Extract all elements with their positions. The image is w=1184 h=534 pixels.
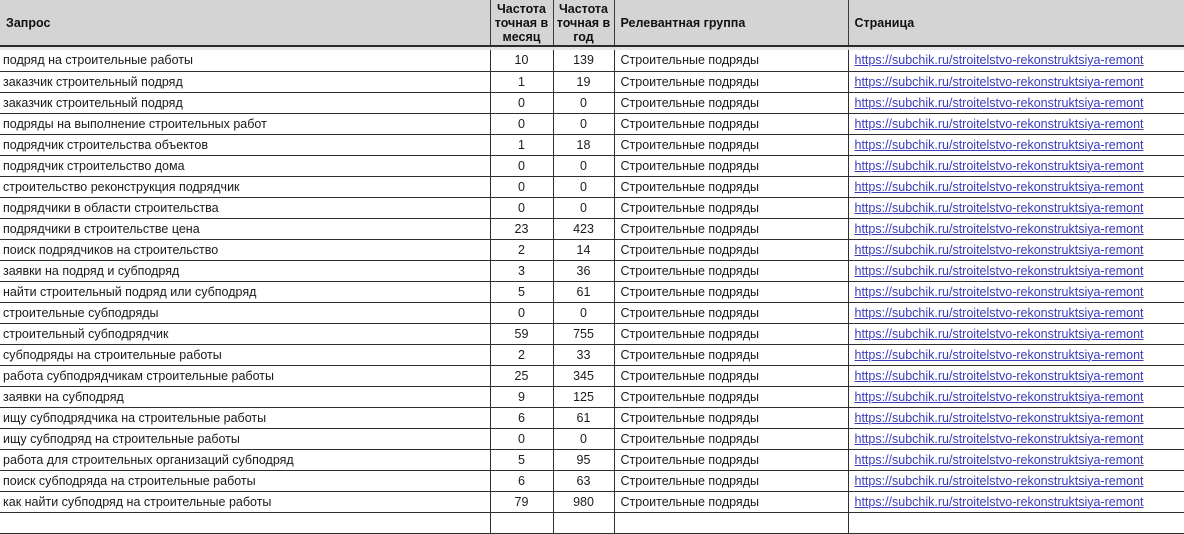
cell-page bbox=[848, 491, 1184, 512]
cell-relevant-group: Строительные подряды bbox=[614, 92, 848, 113]
cell-frequency-month: 0 bbox=[490, 92, 553, 113]
cell-frequency-month: 2 bbox=[490, 239, 553, 260]
column-header-frequency-month-line2: точная в bbox=[494, 15, 549, 30]
table-header bbox=[0, 0, 1184, 46]
cell-relevant-group: Строительные подряды bbox=[614, 155, 848, 176]
cell-frequency-month: 0 bbox=[490, 155, 553, 176]
cell-page bbox=[848, 260, 1184, 281]
column-header-query[interactable]: Запрос bbox=[0, 0, 490, 46]
cell-page bbox=[848, 407, 1184, 428]
page-link[interactable]: https://subchik.ru/stroitelstvo-rekonstruktsiya-remont bbox=[854, 137, 1144, 152]
column-header-relevant-group[interactable]: Релевантная группа bbox=[614, 0, 848, 46]
table-row bbox=[0, 491, 1184, 512]
cell-frequency-year: 14 bbox=[553, 239, 614, 260]
cell-frequency-year: 0 bbox=[553, 197, 614, 218]
cell-query: заказчик строительный подряд bbox=[0, 92, 490, 113]
cell-frequency-month: 3 bbox=[490, 260, 553, 281]
cell-frequency-year: 33 bbox=[553, 344, 614, 365]
cell-query: строительство реконструкция подрядчик bbox=[0, 176, 490, 197]
cell-relevant-group: Строительные подряды bbox=[614, 365, 848, 386]
cell-partial bbox=[490, 512, 553, 533]
cell-frequency-year: 18 bbox=[553, 134, 614, 155]
cell-frequency-month: 59 bbox=[490, 323, 553, 344]
cell-relevant-group: Строительные подряды bbox=[614, 134, 848, 155]
cell-relevant-group: Строительные подряды bbox=[614, 239, 848, 260]
page-link[interactable]: https://subchik.ru/stroitelstvo-rekonstruktsiya-remont bbox=[854, 200, 1144, 215]
cell-frequency-year: 36 bbox=[553, 260, 614, 281]
cell-frequency-year: 61 bbox=[553, 407, 614, 428]
page-link[interactable]: https://subchik.ru/stroitelstvo-rekonstruktsiya-remont bbox=[854, 74, 1144, 89]
table-row bbox=[0, 113, 1184, 134]
page-link[interactable]: https://subchik.ru/stroitelstvo-rekonstruktsiya-remont bbox=[854, 263, 1144, 278]
page-link[interactable]: https://subchik.ru/stroitelstvo-rekonstruktsiya-remont bbox=[854, 95, 1144, 110]
column-header-page[interactable]: Страница bbox=[848, 0, 1184, 46]
page-link[interactable]: https://subchik.ru/stroitelstvo-rekonstruktsiya-remont bbox=[854, 431, 1144, 446]
cell-frequency-year: 980 bbox=[553, 491, 614, 512]
cell-frequency-year: 345 bbox=[553, 365, 614, 386]
cell-partial bbox=[553, 512, 614, 533]
cell-query: подрядчик строительство дома bbox=[0, 155, 490, 176]
cell-page bbox=[848, 365, 1184, 386]
cell-frequency-month: 79 bbox=[490, 491, 553, 512]
page-link[interactable]: https://subchik.ru/stroitelstvo-rekonstruktsiya-remont bbox=[854, 410, 1144, 425]
cell-query: подряд на строительные работы bbox=[0, 50, 490, 71]
cell-frequency-year: 63 bbox=[553, 470, 614, 491]
page-link[interactable]: https://subchik.ru/stroitelstvo-rekonstruktsiya-remont bbox=[854, 368, 1144, 383]
cell-query: работа субподрядчикам строительные работы bbox=[0, 365, 490, 386]
cell-page bbox=[848, 113, 1184, 134]
cell-page bbox=[848, 155, 1184, 176]
cell-frequency-year: 0 bbox=[553, 428, 614, 449]
cell-relevant-group: Строительные подряды bbox=[614, 50, 848, 71]
cell-frequency-month: 10 bbox=[490, 50, 553, 71]
cell-frequency-month: 0 bbox=[490, 113, 553, 134]
table-row bbox=[0, 302, 1184, 323]
cell-frequency-month: 0 bbox=[490, 176, 553, 197]
cell-relevant-group: Строительные подряды bbox=[614, 386, 848, 407]
cell-relevant-group: Строительные подряды bbox=[614, 344, 848, 365]
column-header-frequency-year[interactable] bbox=[553, 0, 614, 46]
cell-frequency-month: 0 bbox=[490, 428, 553, 449]
column-header-frequency-month-line1: Частота bbox=[496, 1, 547, 16]
cell-frequency-year: 125 bbox=[553, 386, 614, 407]
column-header-frequency-month[interactable] bbox=[490, 0, 553, 46]
page-link[interactable]: https://subchik.ru/stroitelstvo-rekonstruktsiya-remont bbox=[854, 179, 1144, 194]
table-row bbox=[0, 218, 1184, 239]
cell-relevant-group: Строительные подряды bbox=[614, 407, 848, 428]
table-row bbox=[0, 71, 1184, 92]
cell-relevant-group: Строительные подряды bbox=[614, 449, 848, 470]
table-row bbox=[0, 365, 1184, 386]
cell-frequency-year: 0 bbox=[553, 302, 614, 323]
table-row bbox=[0, 155, 1184, 176]
header-row bbox=[0, 0, 1184, 46]
cell-page bbox=[848, 386, 1184, 407]
cell-query: ищу субподряд на строительные работы bbox=[0, 428, 490, 449]
cell-page bbox=[848, 344, 1184, 365]
cell-query: подрядчик строительства объектов bbox=[0, 134, 490, 155]
table-row bbox=[0, 323, 1184, 344]
table-row bbox=[0, 407, 1184, 428]
table-row bbox=[0, 470, 1184, 491]
cell-partial bbox=[0, 512, 490, 533]
cell-relevant-group: Строительные подряды bbox=[614, 218, 848, 239]
cell-page bbox=[848, 470, 1184, 491]
cell-frequency-year: 423 bbox=[553, 218, 614, 239]
cell-frequency-month: 1 bbox=[490, 71, 553, 92]
cell-page bbox=[848, 302, 1184, 323]
cell-page bbox=[848, 428, 1184, 449]
cell-relevant-group: Строительные подряды bbox=[614, 323, 848, 344]
column-header-frequency-year-line1: Частота bbox=[558, 1, 609, 16]
table-row bbox=[0, 50, 1184, 71]
page-link[interactable]: https://subchik.ru/stroitelstvo-rekonstruktsiya-remont bbox=[854, 347, 1144, 362]
table-row bbox=[0, 134, 1184, 155]
cell-frequency-month: 6 bbox=[490, 407, 553, 428]
cell-frequency-month: 23 bbox=[490, 218, 553, 239]
cell-page bbox=[848, 323, 1184, 344]
cell-query: строительные субподряды bbox=[0, 302, 490, 323]
table-row bbox=[0, 386, 1184, 407]
cell-relevant-group: Строительные подряды bbox=[614, 302, 848, 323]
cell-relevant-group: Строительные подряды bbox=[614, 281, 848, 302]
column-header-frequency-year-line3: год bbox=[573, 29, 594, 44]
table-row bbox=[0, 176, 1184, 197]
cell-relevant-group: Строительные подряды bbox=[614, 491, 848, 512]
table-row bbox=[0, 449, 1184, 470]
cell-frequency-year: 0 bbox=[553, 113, 614, 134]
page-link[interactable]: https://subchik.ru/stroitelstvo-rekonstruktsiya-remont bbox=[854, 326, 1144, 341]
table-row bbox=[0, 239, 1184, 260]
table-row bbox=[0, 260, 1184, 281]
cell-query: заказчик строительный подряд bbox=[0, 71, 490, 92]
table-body bbox=[0, 46, 1184, 533]
cell-frequency-month: 25 bbox=[490, 365, 553, 386]
page-link[interactable]: https://subchik.ru/stroitelstvo-rekonstruktsiya-remont bbox=[854, 452, 1144, 467]
cell-query: заявки на подряд и субподряд bbox=[0, 260, 490, 281]
page-link[interactable]: https://subchik.ru/stroitelstvo-rekonstruktsiya-remont bbox=[854, 389, 1144, 404]
cell-query: работа для строительных организаций субподряд bbox=[0, 449, 490, 470]
cell-page bbox=[848, 218, 1184, 239]
cell-relevant-group: Строительные подряды bbox=[614, 197, 848, 218]
table-row bbox=[0, 197, 1184, 218]
cell-frequency-year: 0 bbox=[553, 176, 614, 197]
page-link[interactable]: https://subchik.ru/stroitelstvo-rekonstruktsiya-remont bbox=[854, 305, 1144, 320]
cell-relevant-group: Строительные подряды bbox=[614, 428, 848, 449]
page-link[interactable]: https://subchik.ru/stroitelstvo-rekonstruktsiya-remont bbox=[854, 473, 1144, 488]
cell-page bbox=[848, 197, 1184, 218]
cell-page bbox=[848, 92, 1184, 113]
cell-relevant-group: Строительные подряды bbox=[614, 113, 848, 134]
cell-relevant-group: Строительные подряды bbox=[614, 71, 848, 92]
cell-query: субподряды на строительные работы bbox=[0, 344, 490, 365]
cell-frequency-month: 2 bbox=[490, 344, 553, 365]
page-link[interactable]: https://subchik.ru/stroitelstvo-rekonstruktsiya-remont bbox=[854, 53, 1144, 68]
cell-frequency-year: 139 bbox=[553, 50, 614, 71]
cell-frequency-year: 61 bbox=[553, 281, 614, 302]
cell-frequency-year: 0 bbox=[553, 92, 614, 113]
cell-frequency-month: 1 bbox=[490, 134, 553, 155]
table-row bbox=[0, 92, 1184, 113]
cell-frequency-month: 6 bbox=[490, 470, 553, 491]
cell-frequency-month: 5 bbox=[490, 449, 553, 470]
cell-frequency-year: 755 bbox=[553, 323, 614, 344]
cell-query: заявки на субподряд bbox=[0, 386, 490, 407]
cell-query: подрядчики в строительстве цена bbox=[0, 218, 490, 239]
cell-page bbox=[848, 281, 1184, 302]
cell-query: строительный субподрядчик bbox=[0, 323, 490, 344]
page-link[interactable]: https://subchik.ru/stroitelstvo-rekonstruktsiya-remont bbox=[854, 116, 1144, 131]
column-header-frequency-month-line3: месяц bbox=[502, 29, 541, 44]
table-row bbox=[0, 428, 1184, 449]
cell-query: подрядчики в области строительства bbox=[0, 197, 490, 218]
page-link[interactable]: https://subchik.ru/stroitelstvo-rekonstruktsiya-remont bbox=[854, 158, 1144, 173]
cell-query: как найти субподряд на строительные работы bbox=[0, 491, 490, 512]
page-link[interactable]: https://subchik.ru/stroitelstvo-rekonstruktsiya-remont bbox=[854, 242, 1144, 257]
cell-frequency-month: 9 bbox=[490, 386, 553, 407]
cell-relevant-group: Строительные подряды bbox=[614, 260, 848, 281]
cell-frequency-year: 19 bbox=[553, 71, 614, 92]
cell-frequency-year: 0 bbox=[553, 155, 614, 176]
page-link[interactable]: https://subchik.ru/stroitelstvo-rekonstruktsiya-remont bbox=[854, 221, 1144, 236]
page-link[interactable]: https://subchik.ru/stroitelstvo-rekonstruktsiya-remont bbox=[854, 284, 1144, 299]
cell-page bbox=[848, 71, 1184, 92]
cell-page bbox=[848, 239, 1184, 260]
table-row bbox=[0, 344, 1184, 365]
table-row-partial bbox=[0, 512, 1184, 533]
cell-query: поиск подрядчиков на строительство bbox=[0, 239, 490, 260]
cell-page bbox=[848, 176, 1184, 197]
cell-frequency-month: 0 bbox=[490, 197, 553, 218]
table-row bbox=[0, 281, 1184, 302]
cell-query: найти строительный подряд или субподряд bbox=[0, 281, 490, 302]
cell-relevant-group: Строительные подряды bbox=[614, 470, 848, 491]
cell-page bbox=[848, 50, 1184, 71]
column-header-frequency-year-line2: точная в bbox=[556, 15, 611, 30]
cell-frequency-month: 0 bbox=[490, 302, 553, 323]
cell-page bbox=[848, 134, 1184, 155]
cell-query: поиск субподряда на строительные работы bbox=[0, 470, 490, 491]
cell-query: ищу субподрядчика на строительные работы bbox=[0, 407, 490, 428]
cell-query: подряды на выполнение строительных работ bbox=[0, 113, 490, 134]
cell-frequency-year: 95 bbox=[553, 449, 614, 470]
cell-frequency-month: 5 bbox=[490, 281, 553, 302]
cell-partial bbox=[848, 512, 1184, 533]
page-link[interactable]: https://subchik.ru/stroitelstvo-rekonstruktsiya-remont bbox=[854, 494, 1144, 509]
cell-partial bbox=[614, 512, 848, 533]
cell-page bbox=[848, 449, 1184, 470]
cell-relevant-group: Строительные подряды bbox=[614, 176, 848, 197]
